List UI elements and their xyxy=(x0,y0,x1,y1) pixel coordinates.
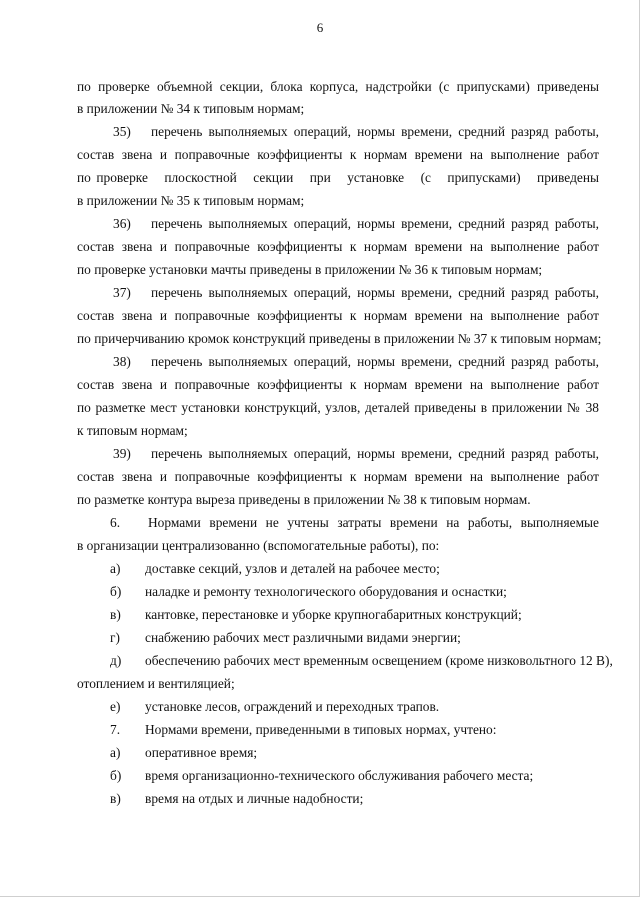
section-number: 6. xyxy=(110,515,121,530)
text-line: время на отдых и личные надобности; xyxy=(145,791,364,806)
text-line: по проверке объемной секции, блока корпуса, надстройки (с припусками) приведены xyxy=(77,79,599,94)
item-number: 35) xyxy=(113,124,131,139)
list-item-v xyxy=(110,791,599,807)
item-number: 37) xyxy=(113,285,131,300)
list-item-e xyxy=(110,699,599,715)
text-line: состав звена и поправочные коэффициенты к нормам времени на выполнение работ xyxy=(77,147,599,162)
text-line: состав звена и поправочные коэффициенты к нормам времени на выполнение работ xyxy=(77,308,599,323)
list-item-b xyxy=(110,768,599,784)
item-number: 39) xyxy=(113,446,131,461)
text-line: время организационно-технического обслуживания рабочего места; xyxy=(145,768,534,783)
list-item-39 xyxy=(113,446,599,462)
text-line: состав звена и поправочные коэффициенты к нормам времени на выполнение работ xyxy=(77,377,599,392)
item-number: 36) xyxy=(113,216,131,231)
list-item-37 xyxy=(113,285,599,301)
text-line: снабжению рабочих мест различными видами энергии; xyxy=(145,630,461,645)
text-line: перечень выполняемых операций, нормы времени, средний разряд работы, xyxy=(151,285,599,300)
list-item-g xyxy=(110,630,599,646)
item-marker: е) xyxy=(110,699,121,714)
text-line: по причерчиванию кромок конструкций приведены в приложении № 37 к типовым нормам; xyxy=(77,331,602,346)
section-6 xyxy=(110,515,599,531)
text-line: доставке секций, узлов и деталей на рабочее место; xyxy=(145,561,440,576)
item-marker: б) xyxy=(110,768,122,783)
list-item-v xyxy=(110,607,599,623)
item-number: 38) xyxy=(113,354,131,369)
text-line: в организации централизованно (вспомогательные работы), по: xyxy=(77,538,440,553)
list-item-a xyxy=(110,745,599,761)
item-marker: в) xyxy=(110,791,121,806)
text-line: Нормами времени, приведенными в типовых нормах, учтено: xyxy=(145,722,497,737)
text-line: Нормами времени не учтены затраты времени на работы, выполняемые xyxy=(148,515,599,530)
text-line: в приложении № 35 к типовым нормам; xyxy=(77,193,305,208)
list-item-35 xyxy=(113,124,599,140)
list-item-d xyxy=(110,653,613,669)
item-marker: г) xyxy=(110,630,120,645)
text-line: состав звена и поправочные коэффициенты к нормам времени на выполнение работ xyxy=(77,469,599,484)
text-line: перечень выполняемых операций, нормы времени, средний разряд работы, xyxy=(151,354,599,369)
item-marker: а) xyxy=(110,561,121,576)
text-line: к типовым нормам; xyxy=(77,423,188,438)
list-item-a xyxy=(110,561,599,577)
page-number: 6 xyxy=(316,20,324,35)
item-marker: в) xyxy=(110,607,121,622)
list-item-38 xyxy=(113,354,599,370)
text-line: перечень выполняемых операций, нормы времени, средний разряд работы, xyxy=(151,446,599,461)
text-line: по разметке мест установки конструкций, узлов, деталей приведены в приложении № 38 xyxy=(77,400,599,415)
text-line: состав звена и поправочные коэффициенты к нормам времени на выполнение работ xyxy=(77,239,599,254)
text-line: по проверке установки мачты приведены в приложении № 36 к типовым нормам; xyxy=(77,262,543,277)
text-line: наладке и ремонту технологического оборудования и оснастки; xyxy=(145,584,507,599)
text-line: оперативное время; xyxy=(145,745,258,760)
text-line: в приложении № 34 к типовым нормам; xyxy=(77,101,305,116)
section-number: 7. xyxy=(110,722,121,737)
list-item-36 xyxy=(113,216,599,232)
text-line: кантовке, перестановке и уборке крупногабаритных конструкций; xyxy=(145,607,522,622)
text-line: перечень выполняемых операций, нормы времени, средний разряд работы, xyxy=(151,216,599,231)
text-line: перечень выполняемых операций, нормы времени, средний разряд работы, xyxy=(151,124,599,139)
item-marker: д) xyxy=(110,653,122,668)
text-line: отоплением и вентиляцией; xyxy=(77,676,235,691)
section-7 xyxy=(110,722,599,738)
text-line: обеспечению рабочих мест временным освещением (кроме низковольтного 12 В), xyxy=(145,653,613,668)
text-line: по разметке контура выреза приведены в приложении № 38 к типовым нормам. xyxy=(77,492,531,507)
item-marker: б) xyxy=(110,584,122,599)
text-line: установке лесов, ограждений и переходных трапов. xyxy=(145,699,440,714)
text-line: по проверке плоскостной секции при установке (с припусками) приведены xyxy=(77,170,599,185)
list-item-b xyxy=(110,584,599,600)
item-marker: а) xyxy=(110,745,121,760)
